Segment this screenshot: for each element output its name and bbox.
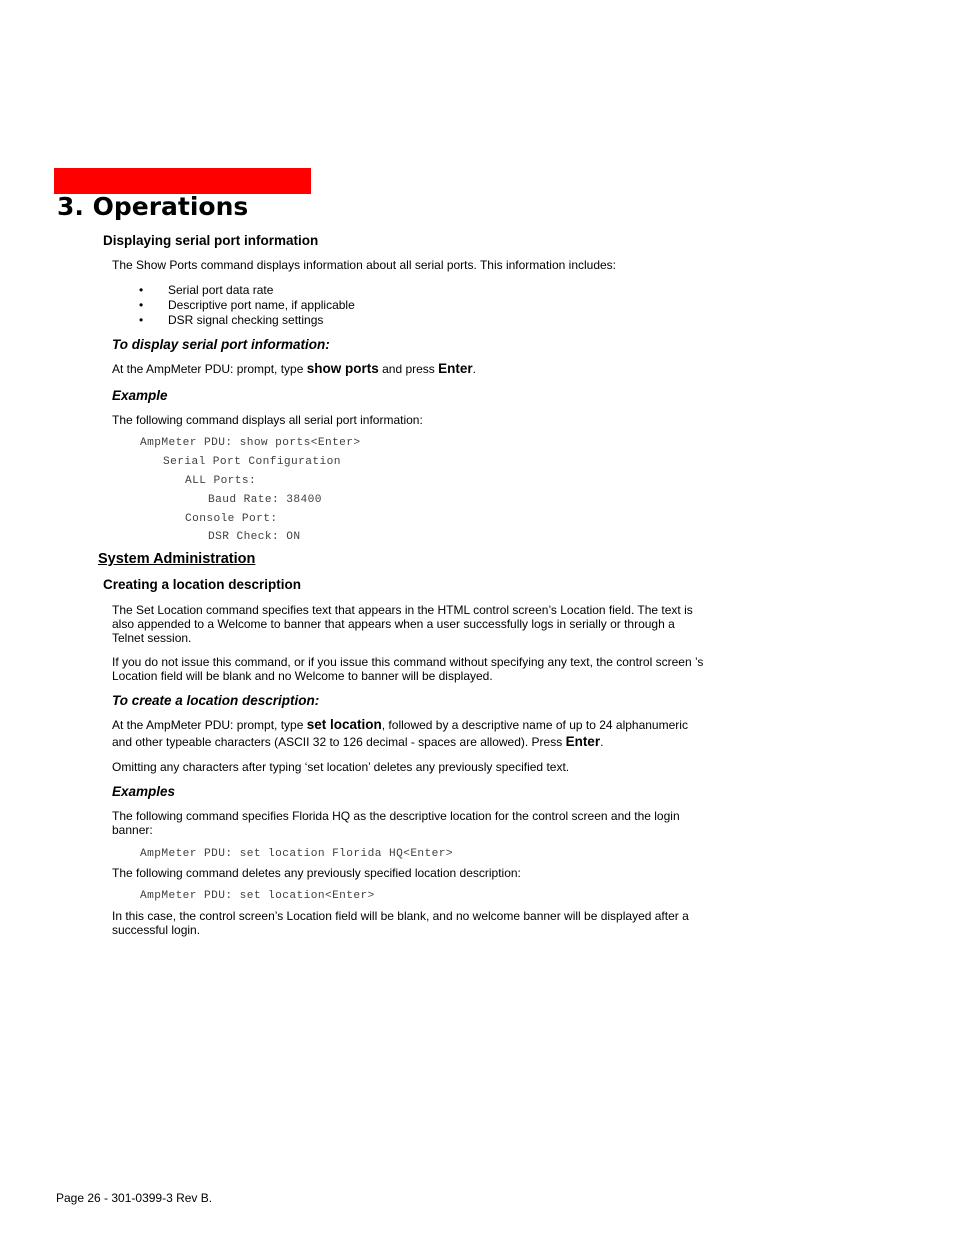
chapter-color-bar bbox=[54, 168, 311, 194]
page-footer: Page 26 - 301-0399-3 Rev B. bbox=[56, 1191, 213, 1205]
procedure-text: and press bbox=[378, 362, 439, 376]
code-line: AmpMeter PDU: set location Florida HQ<Enter> bbox=[140, 848, 453, 860]
section-heading-system-administration: System Administration bbox=[98, 551, 256, 567]
key-enter: Enter bbox=[565, 734, 601, 749]
procedure-text: At the AmpMeter PDU: prompt, type bbox=[112, 362, 307, 376]
code-line: ALL Ports: bbox=[185, 475, 257, 487]
examples-heading: Examples bbox=[112, 784, 176, 799]
final-note-line: In this case, the control screen’s Location field will be blank, and no welcome banner will be displayed after a bbox=[112, 909, 689, 923]
omit-note: Omitting any characters after typing ‘set location’ deletes any previously specified text. bbox=[112, 760, 570, 774]
example-text-line: The following command specifies Florida HQ as the descriptive location for the control screen and the login bbox=[112, 809, 680, 823]
code-line: DSR Check: ON bbox=[208, 531, 301, 543]
chapter-title: 3. Operations bbox=[57, 192, 249, 221]
example-text-line: banner: bbox=[112, 823, 153, 837]
example-heading: Example bbox=[112, 388, 168, 403]
procedure-text: At the AmpMeter PDU: prompt, type bbox=[112, 718, 307, 732]
location-paragraph-line: Telnet session. bbox=[112, 631, 192, 645]
procedure-step-set-location bbox=[112, 718, 688, 732]
example-intro: The following command displays all serial port information: bbox=[112, 413, 423, 427]
procedure-text: and other typeable characters (ASCII 32 to 126 decimal - spaces are allowed). Press bbox=[112, 735, 566, 749]
command-show-ports: show ports bbox=[306, 361, 379, 376]
procedure-heading-create-location: To create a location description: bbox=[112, 693, 320, 708]
location-paragraph-line: also appended to a Welcome to banner that appears when a user successfully logs in serially or through a bbox=[112, 617, 675, 631]
bullet-item: Serial port data rate bbox=[168, 283, 274, 297]
location-paragraph-line: Location field will be blank and no Welcome to banner will be displayed. bbox=[112, 669, 493, 683]
procedure-step-set-location-cont bbox=[112, 735, 603, 749]
location-paragraph-line: If you do not issue this command, or if you issue this command without specifying any text, the control screen ’s bbox=[112, 655, 704, 669]
serial-ports-intro: The Show Ports command displays information about all serial ports. This information includes: bbox=[112, 258, 617, 272]
bullet-item: Descriptive port name, if applicable bbox=[168, 298, 355, 312]
code-line: Baud Rate: 38400 bbox=[208, 494, 322, 506]
code-line: Console Port: bbox=[185, 513, 278, 525]
location-paragraph-line: The Set Location command specifies text that appears in the HTML control screen’s Location field. The text is bbox=[112, 603, 693, 617]
final-note-line: successful login. bbox=[112, 923, 201, 937]
code-line: AmpMeter PDU: show ports<Enter> bbox=[140, 437, 361, 449]
procedure-step-show-ports bbox=[112, 362, 476, 376]
bullet-glyph: • bbox=[139, 313, 144, 327]
key-enter: Enter bbox=[438, 361, 473, 376]
procedure-text: . bbox=[600, 735, 604, 749]
code-line: Serial Port Configuration bbox=[163, 456, 341, 468]
code-line: AmpMeter PDU: set location<Enter> bbox=[140, 890, 375, 902]
procedure-text: . bbox=[472, 362, 476, 376]
bullet-glyph: • bbox=[139, 298, 144, 312]
section-heading-serial-ports: Displaying serial port information bbox=[103, 233, 319, 248]
bullet-glyph: • bbox=[139, 283, 144, 297]
example-text-line: The following command deletes any previously specified location description: bbox=[112, 866, 521, 880]
command-set-location: set location bbox=[306, 717, 382, 732]
procedure-heading-display-ports: To display serial port information: bbox=[112, 337, 330, 352]
bullet-item: DSR signal checking settings bbox=[168, 313, 324, 327]
section-heading-location: Creating a location description bbox=[103, 577, 302, 592]
procedure-text: , followed by a descriptive name of up to 24 alphanumeric bbox=[381, 718, 688, 732]
